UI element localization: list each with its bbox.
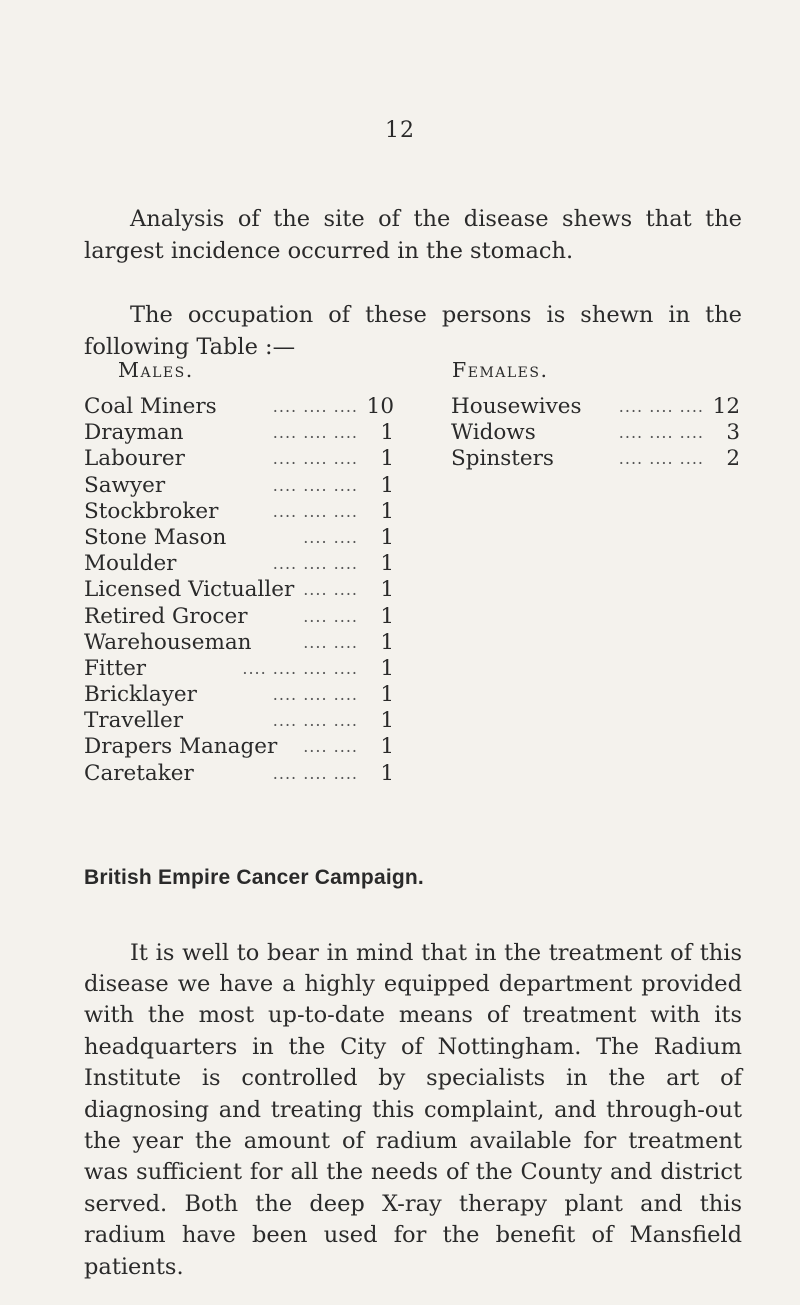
- list-item: [84, 551, 394, 577]
- occupation-name: Sawyer: [84, 472, 166, 498]
- occupation-count: 12: [712, 394, 740, 419]
- list-item: [84, 734, 394, 760]
- occupation-name: Moulder: [84, 551, 177, 577]
- page-number: 12: [385, 118, 415, 143]
- occupation-count: 10: [366, 394, 394, 419]
- males-list: [84, 394, 394, 787]
- occupation-name: Traveller: [84, 708, 184, 734]
- occupation-paragraph: [84, 299, 742, 364]
- occupation-name: Housewives: [451, 394, 582, 419]
- leader-dots: .... .... ....: [272, 423, 358, 443]
- occupation-name: Warehouseman: [84, 629, 252, 655]
- list-item: [451, 446, 740, 472]
- males-heading: Males.: [118, 358, 194, 382]
- occupation-name: Labourer: [84, 446, 185, 472]
- occupation-count: 2: [726, 446, 740, 472]
- leader-dots: .... ....: [303, 632, 358, 652]
- list-item: [84, 473, 394, 499]
- list-item: [84, 630, 394, 656]
- intro-paragraph: [84, 203, 742, 268]
- list-item: [84, 394, 394, 420]
- occupation-count: 1: [380, 524, 394, 550]
- leader-dots: .... .... ....: [272, 711, 358, 731]
- campaign-title: British Empire Cancer Campaign.: [84, 866, 424, 889]
- occupation-count: 1: [380, 655, 394, 681]
- occupation-name: Stone Mason: [84, 524, 227, 550]
- occupation-name: Drapers Manager: [84, 734, 278, 760]
- leader-dots: .... .... ....: [272, 501, 358, 521]
- leader-dots: .... .... .... ....: [242, 658, 358, 678]
- campaign-paragraph-text: It is well to bear in mind that in the treatment of this disease we have a highly equipped department provided with the most up-to-date means of treatment with its headquarters in the City of Nottingham. The Radium Institute is controlled by specialists in the art of diagnosing and treating this complaint, and through-out the year the amount of radium available for treatment was sufficient for all the needs of the County and district served. Both the deep X-ray therapy plant and this radium have been used for the benefit of Mansfield patients.: [84, 939, 742, 1280]
- occupation-name: Fitter: [84, 655, 147, 681]
- leader-dots: .... .... ....: [618, 423, 704, 443]
- females-list: [451, 394, 740, 473]
- list-item: [84, 499, 394, 525]
- leader-dots: .... ....: [303, 606, 358, 626]
- leader-dots: .... .... ....: [272, 449, 358, 469]
- occupation-count: 1: [380, 472, 394, 498]
- list-item: [84, 656, 394, 682]
- intro-paragraph-text: Analysis of the site of the disease shews that the largest incidence occurred in the stomach.: [84, 205, 742, 264]
- occupation-name: Coal Miners: [84, 394, 217, 419]
- occupation-count: 3: [726, 420, 740, 446]
- occupation-count: 1: [380, 446, 394, 472]
- list-item: [84, 577, 394, 603]
- females-heading: Females.: [452, 358, 549, 382]
- occupation-count: 1: [380, 498, 394, 524]
- campaign-paragraph: [84, 938, 742, 1283]
- list-item: [84, 446, 394, 472]
- occupation-name: Widows: [451, 420, 536, 446]
- occupation-count: 1: [380, 551, 394, 577]
- occupation-count: 1: [380, 420, 394, 446]
- occupation-name: Stockbroker: [84, 498, 219, 524]
- occupation-count: 1: [380, 760, 394, 786]
- list-item: [84, 420, 394, 446]
- leader-dots: .... .... ....: [272, 763, 358, 783]
- leader-dots: .... .... ....: [272, 475, 358, 495]
- list-item: [84, 604, 394, 630]
- leader-dots: .... .... ....: [618, 397, 704, 416]
- occupation-count: 1: [380, 734, 394, 760]
- list-item: [451, 420, 740, 446]
- occupation-count: 1: [380, 708, 394, 734]
- list-item: [84, 761, 394, 787]
- occupation-name: Spinsters: [451, 446, 554, 472]
- leader-dots: .... .... ....: [272, 685, 358, 705]
- occupation-count: 1: [380, 682, 394, 708]
- occupation-name: Retired Grocer: [84, 603, 248, 629]
- occupation-name: Caretaker: [84, 760, 194, 786]
- occupation-count: 1: [380, 629, 394, 655]
- list-item: [84, 525, 394, 551]
- occupation-paragraph-text: The occupation of these persons is shewn in the following Table :—: [84, 301, 742, 360]
- leader-dots: .... .... ....: [272, 397, 358, 416]
- occupation-count: 1: [380, 577, 394, 603]
- leader-dots: .... .... ....: [618, 449, 704, 469]
- occupation-name: Licensed Victualler: [84, 577, 295, 603]
- list-item: [451, 394, 740, 420]
- leader-dots: .... ....: [303, 580, 358, 600]
- leader-dots: .... .... ....: [272, 554, 358, 574]
- leader-dots: .... ....: [303, 737, 358, 757]
- list-item: [84, 708, 394, 734]
- occupation-name: Bricklayer: [84, 682, 197, 708]
- list-item: [84, 682, 394, 708]
- occupation-name: Drayman: [84, 420, 184, 446]
- leader-dots: .... ....: [303, 527, 358, 547]
- occupation-count: 1: [380, 603, 394, 629]
